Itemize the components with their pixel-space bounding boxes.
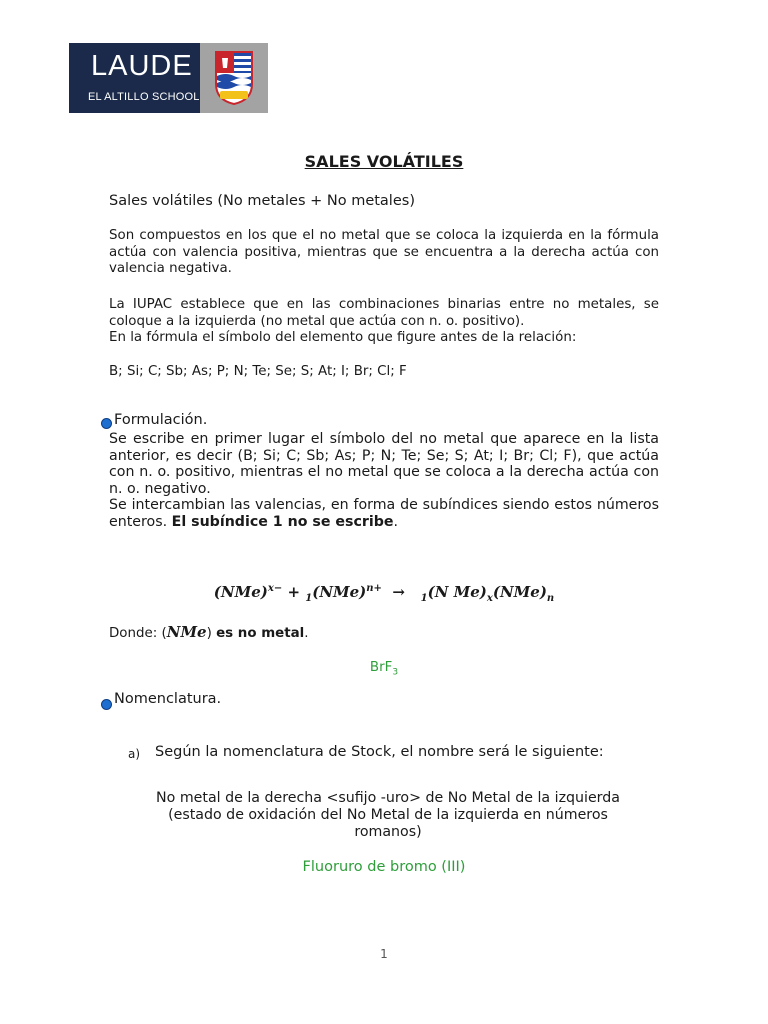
iupac-order-note: En la fórmula el símbolo del elemento que figure antes de la relación:: [109, 330, 577, 345]
eq-plus: +: [287, 583, 301, 601]
eq-term-1-charge: x−: [267, 583, 283, 594]
eq-arrow: →: [392, 583, 405, 601]
formulacion-body: [109, 431, 659, 530]
nomenclatura-heading: Nomenclatura.: [114, 691, 222, 707]
donde-end: .: [304, 626, 309, 641]
page-number: 1: [380, 947, 388, 961]
logo-wordmark-panel: [69, 43, 200, 113]
general-formula-equation: [0, 583, 768, 604]
donde-symbol: NMe: [166, 623, 207, 641]
stock-rule-intro: Según la nomenclatura de Stock, el nombre será le siguiente:: [155, 744, 604, 760]
eq-term-3-subscript: x: [486, 593, 493, 604]
school-logo: [69, 43, 268, 113]
eq-term-2-prefix: 1: [305, 593, 313, 604]
formulacion-text-2: [109, 497, 659, 530]
logo-word: LAUDE: [91, 50, 193, 82]
donde-bold: es no metal: [216, 626, 305, 641]
eq-term-4: (NMe): [492, 583, 547, 601]
bullet-formulacion-icon: [101, 418, 112, 429]
eq-term-1: (NMe): [213, 583, 268, 601]
eq-term-2-charge: n+: [366, 583, 382, 594]
formulacion-text-2-end: .: [393, 513, 399, 530]
example-formula: [0, 660, 768, 678]
stock-rule-line-1: No metal de la derecha <sufijo -uro> de No Metal de la izquierda: [156, 790, 620, 806]
school-crest-icon: [214, 50, 254, 106]
donde-prefix: Donde: (: [109, 626, 167, 641]
example-name: Fluoruro de bromo (III): [302, 859, 466, 875]
eq-term-3-prefix: 1: [420, 593, 428, 604]
bullet-nomenclatura-icon: [101, 699, 112, 710]
logo-subtitle: EL ALTILLO SCHOOL: [88, 91, 200, 103]
formulacion-text-1: Se escribe en primer lugar el símbolo del no metal que aparece en la lista anterior, es decir (B; Si; C; Sb; As; P; N; Te; Se; S; At; I; Br; Cl; F), que actúa con n. o. positivo, mientras el no metal que se coloca a la derecha actúa con n. o. negativo.: [109, 431, 659, 497]
eq-term-4-subscript: n: [546, 593, 555, 604]
stock-rule-line-3: romanos): [354, 824, 422, 840]
eq-term-3: (N Me): [427, 583, 487, 601]
logo-crest-panel: [200, 43, 268, 113]
intro-heading: Sales volátiles (No metales + No metales): [109, 193, 415, 209]
definition-paragraph: Son compuestos en los que el no metal que se coloca la izquierda en la fórmula actúa con valencia positiva, mientras que se encuentra a la derecha actúa con valencia negativa.: [109, 228, 659, 276]
donde-line: [109, 624, 309, 643]
iupac-paragraph: [109, 297, 659, 347]
formulacion-text-2-bold: El subíndice 1 no se escribe: [171, 513, 394, 530]
list-marker-a: a): [128, 747, 141, 761]
stock-rule-line-2: (estado de oxidación del No Metal de la izquierda en números: [168, 807, 608, 823]
example-formula-subscript: 3: [392, 667, 399, 678]
iupac-rule: La IUPAC establece que en las combinaciones binarias entre no metales, se coloque a la izquierda (no metal que actúa con n. o. positivo).: [109, 297, 659, 329]
formulacion-text-2-main: Se intercambian las valencias, en forma de subíndices siendo estos números enteros.: [109, 497, 659, 530]
eq-term-2: (NMe): [312, 583, 367, 601]
page-title: SALES VOLÁTILES: [304, 152, 464, 171]
element-order-list: B; Si; C; Sb; As; P; N; Te; Se; S; At; I; Br; Cl; F: [109, 364, 407, 379]
example-formula-base: BrF: [369, 660, 393, 675]
stock-rule-box: [115, 790, 661, 841]
donde-close: ): [206, 626, 212, 641]
formulacion-heading: Formulación.: [114, 412, 208, 428]
